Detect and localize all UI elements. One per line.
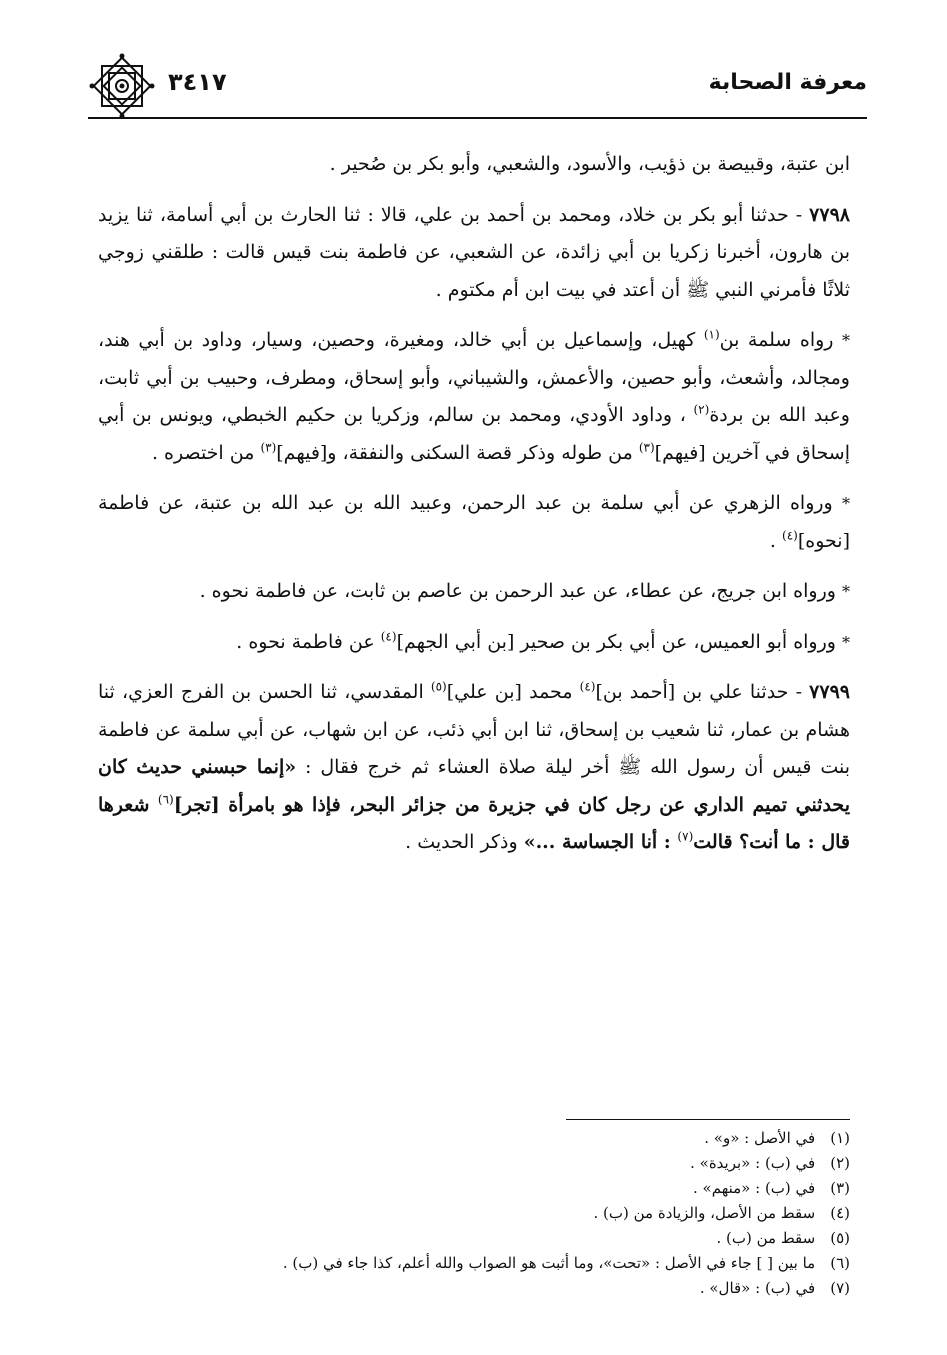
text-segment: ، وداود الأودي، ومحمد بن سالم، وزكريا بن حكيم الخبطي، ويونس بن أبي إسحاق في آخرين [فيهم] — [98, 404, 850, 464]
footnote-ref[interactable]: (٧) — [677, 829, 694, 844]
text-segment: ورواه ابن جريج، عن عطاء، عن عبد الرحمن بن عاصم بن ثابت، عن فاطمة نحوه . — [199, 580, 842, 602]
quoted-text: شعرها قال : ما أنت؟ قالت — [98, 793, 850, 853]
footnote-ref[interactable]: (٤) — [782, 528, 798, 543]
footnote-text: في (ب) : «بريدة» . — [690, 1154, 816, 1172]
footnote-divider — [566, 1119, 850, 1120]
narration-paragraph — [98, 485, 850, 560]
quoted-text: «إنما حبسني حديث كان يحدثني تميم الداري عن رجل كان في جزيرة من جزائر البحر، فإذا هو بامرأة [تجر] — [98, 756, 850, 816]
text-segment: المقدسي، ثنا الحسن بن الفرج العزي، ثنا هشام بن عمار، ثنا شعيب بن إسحاق، ثنا ابن أبي ذئب، عن ابن شهاب، عن أبي سلمة عن فاطمة بنت قيس أن رسول الله ﷺ أخر ليلة صلاة العشاء ثم خرج فقال : — [98, 681, 850, 778]
footnote-item — [98, 1151, 850, 1176]
footnote-number: (٣) — [830, 1179, 850, 1197]
footnote-text: ما بين [ ] جاء في الأصل : «تحت»، وما أثبت هو الصواب والله أعلم، كذا جاء في (ب) . — [282, 1254, 816, 1272]
asterisk-marker: * — [842, 331, 850, 350]
footnote-item — [98, 1276, 850, 1301]
hadith-7798 — [98, 197, 850, 310]
footnote-ref[interactable]: (٥) — [430, 679, 447, 694]
footnote-item — [98, 1176, 850, 1201]
footnote-ref[interactable]: (٣) — [638, 440, 655, 455]
text-segment: ورواه أبو العميس، عن أبي بكر بن صحير [بن أبي الجهم] — [396, 630, 842, 653]
hadith-7799 — [98, 674, 850, 862]
main-text — [98, 146, 850, 875]
footnote-item — [98, 1201, 850, 1226]
hadith-text: - حدثنا أبو بكر بن خلاد، ومحمد بن أحمد بن علي، قالا : ثنا الحارث بن أبي أسامة، ثنا يزيد بن هارون، أخبرنا زكريا بن أبي زائدة، عن الشعبي، عن فاطمة بنت قيس قالت : طلقني زوجي ثلاثًا فأمرني النبي ﷺ أن أعتد في بيت ابن أم مكتوم . — [98, 203, 850, 301]
text-segment: من اختصره . — [151, 441, 261, 464]
asterisk-marker: * — [842, 582, 850, 601]
asterisk-marker: * — [842, 494, 850, 513]
text-segment: كهيل، وإسماعيل بن أبي خالد، ومغيرة، وحصين، وسيار، وداود بن أبي هند، ومجالد، وأشعث، وأبو حصين، والأعمش، والشيباني، وأبو إسحاق، ومطرف، وحبيب بن أبي ثابت، وعبد الله بن بردة — [98, 329, 850, 426]
footnote-number: (٤) — [830, 1204, 850, 1222]
header-divider — [88, 117, 867, 119]
text-segment: . — [769, 529, 783, 552]
footnote-item — [98, 1251, 850, 1276]
page-number: ٣٤١٧ — [168, 68, 227, 96]
text-segment: محمد [بن علي] — [446, 681, 580, 703]
footnote-ref[interactable]: (٢) — [693, 402, 710, 417]
footnote-text: في الأصل : «و» . — [704, 1129, 816, 1147]
page-header — [88, 66, 867, 106]
footnote-text: في (ب) : «منهم» . — [693, 1179, 816, 1197]
octagonal-star-ornament-icon — [88, 52, 156, 120]
text-segment: ورواه الزهري عن أبي سلمة بن عبد الرحمن، وعبيد الله بن عبد الله بن عتبة، عن فاطمة [نحوه] — [98, 492, 850, 552]
text-segment: عن فاطمة نحوه . — [236, 630, 381, 653]
narration-paragraph — [98, 624, 850, 662]
paragraph — [98, 146, 850, 184]
footnote-ref[interactable]: (٤) — [380, 629, 397, 644]
footnote-text: سقط من (ب) . — [716, 1229, 816, 1247]
footnote-number: (٦) — [830, 1254, 850, 1272]
text-segment: وذكر الحديث . — [405, 831, 524, 853]
text-segment: - حدثنا علي بن [أحمد بن] — [595, 681, 810, 703]
narration-paragraph — [98, 322, 850, 472]
hadith-number: ٧٧٩٩ — [809, 681, 850, 703]
footnote-item — [98, 1126, 850, 1151]
hadith-number: ٧٧٩٨ — [809, 203, 850, 226]
footnote-number: (٢) — [830, 1154, 850, 1172]
quoted-text: : أنا الجساسة ...» — [523, 831, 678, 853]
footnote-number: (٧) — [830, 1279, 850, 1297]
footnote-number: (١) — [830, 1129, 850, 1147]
footnote-ref[interactable]: (٦) — [157, 792, 174, 807]
footnote-ref[interactable]: (١) — [703, 327, 720, 342]
asterisk-marker: * — [842, 632, 850, 652]
footnote-number: (٥) — [830, 1229, 850, 1247]
text-segment: من طوله وذكر قصة السكنى والنفقة، و[فيهم] — [276, 441, 639, 464]
footnote-text: سقط من الأصل، والزيادة من (ب) . — [593, 1204, 816, 1222]
footnote-text: في (ب) : «قال» . — [699, 1279, 816, 1297]
footnote-ref[interactable]: (٣) — [260, 440, 277, 455]
paragraph-text: ابن عتبة، وقبيصة بن ذؤيب، والأسود، والشعبي، وأبو بكر بن صُحير . — [329, 153, 850, 175]
text-segment: رواه سلمة بن — [719, 329, 842, 351]
footnote-ref[interactable]: (٤) — [579, 679, 596, 694]
running-title: معرفة الصحابة — [708, 70, 867, 95]
footnotes — [98, 1126, 850, 1301]
footnote-item — [98, 1226, 850, 1251]
narration-paragraph — [98, 573, 850, 611]
